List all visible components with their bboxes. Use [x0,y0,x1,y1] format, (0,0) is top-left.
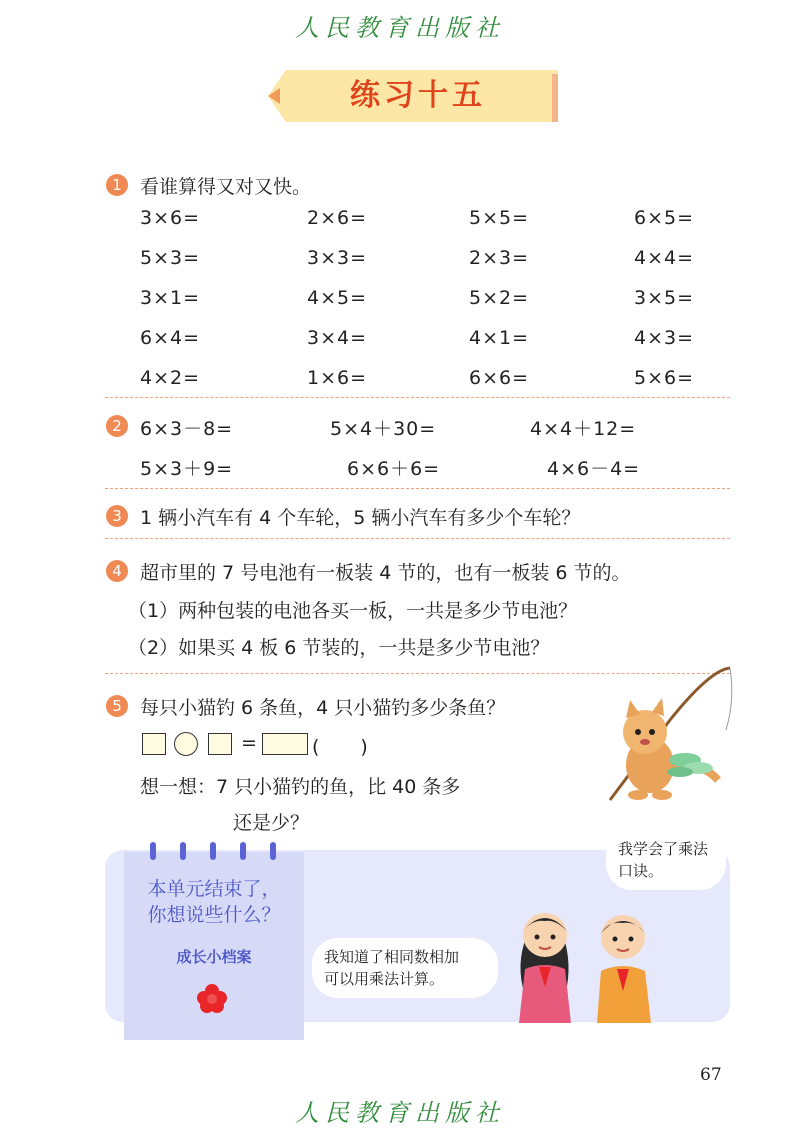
question-number-5: 5 [106,695,128,717]
q1-equation: 5×3= [140,247,201,269]
speech-bubble-girl [312,938,498,998]
question-5-text: 每只小猫钓 6 条鱼，4 只小猫钓多少条鱼？ [140,697,506,719]
question-4-sub-2: （2）如果买 4 板 6 节装的，一共是多少节电池？ [128,637,550,659]
q1-equation: 2×6= [307,207,368,229]
q1-equation: 5×6= [634,367,695,389]
q1-equation: 3×4= [307,327,368,349]
note-line-1: 本单元结束了， [147,878,281,900]
question-4-sub-1: （1）两种包装的电池各买一板，一共是多少节电池？ [128,600,578,622]
q2-equation: 4×4＋12= [530,418,637,440]
bubble-boy-line-1: 我学会了乘法 [618,840,709,858]
growth-note-tag: 成长小档案 [176,948,252,966]
section-divider [105,397,730,398]
q1-equation: 6×4= [140,327,201,349]
q1-equation: 6×5= [634,207,695,229]
publisher-header: 人民教育出版社 [295,14,505,42]
equals-sign: = [241,732,258,754]
question-number-2: 2 [106,415,128,437]
bubble-boy-line-2: 口诀。 [618,862,664,880]
q2-equation: 5×3＋9= [140,458,234,480]
cat-fishing-illustration [600,660,740,810]
answer-box[interactable] [142,733,166,755]
q1-equation: 4×3= [634,327,695,349]
unit-parentheses: ( ) [312,736,369,758]
page-number: 67 [700,1065,722,1085]
section-divider [105,488,730,489]
q1-equation: 3×3= [307,247,368,269]
note-line-2: 你想说些什么？ [147,904,281,926]
notebook-rings [148,840,284,862]
q1-equation: 6×6= [469,367,530,389]
q1-equation: 4×2= [140,367,201,389]
bubble-girl-line-2: 可以用乘法计算。 [324,970,445,988]
question-4-text: 超市里的 7 号电池有一板装 4 节的，也有一板装 6 节的。 [140,562,631,584]
result-box[interactable] [262,733,308,755]
q2-equation: 4×6－4= [547,458,641,480]
question-number-3: 3 [106,505,128,527]
q2-equation: 5×4＋30= [330,418,437,440]
q1-equation: 4×5= [307,287,368,309]
speech-bubble-boy [606,830,726,890]
q1-equation: 4×4= [634,247,695,269]
q1-equation: 3×1= [140,287,201,309]
think-text-line-1: 想一想：7 只小猫钓的鱼，比 40 条多 [140,776,461,798]
publisher-footer: 人民教育出版社 [295,1099,505,1127]
operator-circle[interactable] [174,732,198,756]
q1-equation: 2×3= [469,247,530,269]
question-1-text: 看谁算得又对又快。 [140,176,312,198]
q1-equation: 5×5= [469,207,530,229]
flower-icon [196,983,228,1013]
question-3-text: 1 辆小汽车有 4 个车轮，5 辆小汽车有多少个车轮？ [140,507,581,529]
page-title: 练习十五 [350,78,486,113]
q2-equation: 6×6＋6= [347,458,441,480]
answer-box[interactable] [208,733,232,755]
think-text-line-2: 还是少？ [233,812,310,834]
question-number-4: 4 [106,560,128,582]
q2-equation: 6×3－8= [140,418,234,440]
q1-equation: 4×1= [469,327,530,349]
children-illustration [505,895,675,1023]
question-number-1: 1 [106,174,128,196]
q1-equation: 5×2= [469,287,530,309]
q1-equation: 3×6= [140,207,201,229]
section-divider [105,538,730,539]
q1-equation: 1×6= [307,367,368,389]
q1-equation: 3×5= [634,287,695,309]
bubble-girl-line-1: 我知道了相同数相加 [324,948,460,966]
